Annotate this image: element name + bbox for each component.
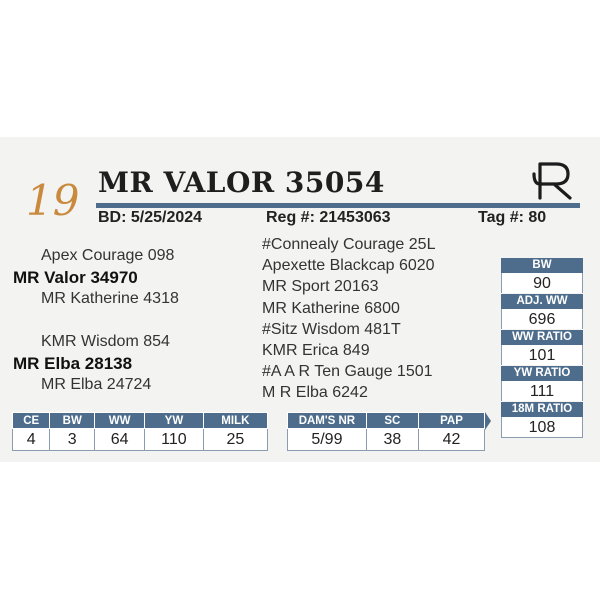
epd-header: WW bbox=[95, 413, 145, 429]
tag-number: Tag #: 80 bbox=[478, 209, 547, 226]
r-brand-logo-icon bbox=[530, 160, 576, 202]
ratio-value: 108 bbox=[501, 417, 583, 438]
ext-pedigree-line: M R Elba 6242 bbox=[262, 384, 368, 402]
dam-dam: MR Elba 24724 bbox=[41, 376, 152, 393]
sire-dam: MR Katherine 4318 bbox=[41, 290, 179, 307]
ratio-label: YW RATIO bbox=[501, 366, 583, 381]
registration-number: Reg #: 21453063 bbox=[266, 209, 391, 226]
ext-pedigree-line: KMR Erica 849 bbox=[262, 342, 370, 360]
ext-pedigree-line: #Sitz Wisdom 481T bbox=[262, 320, 401, 338]
sire: MR Valor 34970 bbox=[13, 268, 138, 287]
dam-stats-value: 38 bbox=[366, 429, 418, 451]
ext-pedigree-line: Apexette Blackcap 6020 bbox=[262, 257, 435, 275]
ext-pedigree-line: #A A R Ten Gauge 1501 bbox=[262, 363, 433, 381]
dam-stats-header: DAM'S NR bbox=[288, 413, 367, 429]
ratio-label: ADJ. WW bbox=[501, 294, 583, 309]
epd-value: 110 bbox=[145, 429, 204, 451]
ratio-label: 18M RATIO bbox=[501, 402, 583, 417]
epd-header: MILK bbox=[203, 413, 267, 429]
dam-stats-value: 5/99 bbox=[288, 429, 367, 451]
right-arrow-icon bbox=[485, 412, 491, 430]
ratio-value: 111 bbox=[501, 381, 583, 401]
animal-name: MR VALOR 35054 bbox=[98, 166, 385, 199]
dam-stats-header: SC bbox=[366, 413, 418, 429]
ratio-stack bbox=[501, 257, 583, 438]
birth-date: BD: 5/25/2024 bbox=[98, 209, 203, 226]
dam-stats-table bbox=[287, 412, 485, 451]
sire-sire: Apex Courage 098 bbox=[41, 247, 175, 264]
dam: MR Elba 28138 bbox=[13, 354, 133, 373]
dam-sire: KMR Wisdom 854 bbox=[41, 333, 170, 350]
epd-value: 4 bbox=[13, 429, 50, 451]
ratio-label: BW bbox=[501, 258, 583, 273]
epd-value: 3 bbox=[50, 429, 95, 451]
epd-header: YW bbox=[145, 413, 204, 429]
dam-stats-header: PAP bbox=[418, 413, 484, 429]
ratio-value: 90 bbox=[501, 273, 583, 293]
epd-header: CE bbox=[13, 413, 50, 429]
epd-header: BW bbox=[50, 413, 95, 429]
ext-pedigree-line: MR Katherine 6800 bbox=[262, 299, 400, 317]
lot-number: 19 bbox=[26, 176, 80, 225]
ratio-label: WW RATIO bbox=[501, 330, 583, 345]
epd-value: 64 bbox=[95, 429, 145, 451]
ext-pedigree-line: #Connealy Courage 25L bbox=[262, 236, 436, 253]
epd-value: 25 bbox=[203, 429, 267, 451]
ratio-value: 101 bbox=[501, 345, 583, 365]
ext-pedigree-line: MR Sport 20163 bbox=[262, 278, 379, 296]
dam-stats-value: 42 bbox=[418, 429, 484, 451]
extended-pedigree bbox=[262, 234, 435, 404]
ratio-value: 696 bbox=[501, 309, 583, 329]
title-rule bbox=[96, 203, 580, 208]
epd-table bbox=[12, 412, 268, 451]
